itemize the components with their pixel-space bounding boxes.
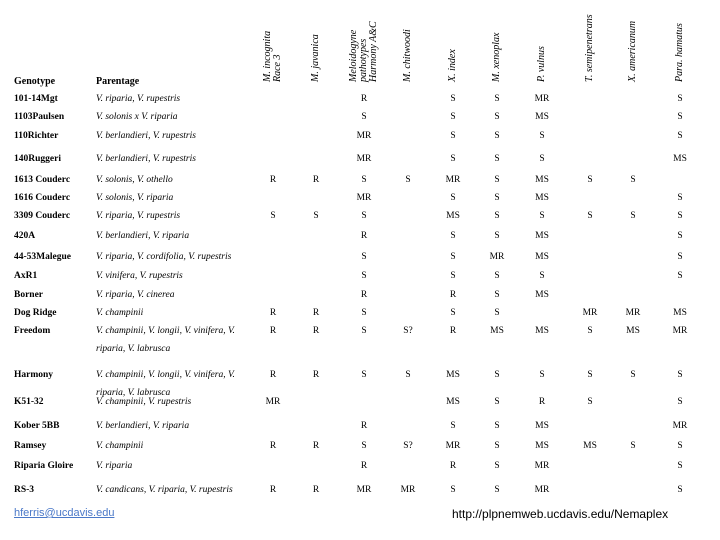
rating-cell-m-xenoplax: S bbox=[494, 231, 500, 241]
genotype-cell: RS-3 bbox=[14, 485, 35, 495]
rating-cell-p-vulnus: S bbox=[539, 131, 545, 141]
genotype-cell: 110Richter bbox=[14, 131, 59, 141]
rating-cell-meloidogyne-pathotypes: S bbox=[361, 370, 367, 380]
rating-cell-para-hamatus: S bbox=[677, 441, 683, 451]
rating-cell-m-xenoplax: S bbox=[494, 485, 500, 495]
rating-cell-m-xenoplax: S bbox=[494, 154, 500, 164]
rating-cell-m-javanica: S bbox=[313, 211, 319, 221]
rating-cell-para-hamatus: S bbox=[677, 461, 683, 471]
rating-cell-x-americanum: MR bbox=[625, 308, 641, 318]
genotype-cell: 1103Paulsen bbox=[14, 112, 65, 122]
column-header-line: M. xenoplax bbox=[491, 32, 502, 82]
parentage-cell: V. riparia bbox=[96, 461, 133, 471]
rating-cell-x-americanum: S bbox=[630, 211, 636, 221]
genotype-cell: 1613 Couderc bbox=[14, 175, 71, 185]
rating-cell-m-incognita: R bbox=[269, 370, 277, 380]
column-header-line: Harmony A&C bbox=[368, 21, 379, 82]
nemaplex-url: http://plpnemweb.ucdavis.edu/Nemaplex bbox=[452, 507, 669, 521]
rating-cell-x-index: S bbox=[450, 131, 456, 141]
rating-cell-m-incognita: R bbox=[269, 485, 277, 495]
parentage-cell: V. riparia, V. cordifolia, V. rupestris bbox=[96, 252, 232, 262]
rating-cell-meloidogyne-pathotypes: S bbox=[361, 308, 367, 318]
genotype-cell: 3309 Couderc bbox=[14, 211, 71, 221]
rating-cell-meloidogyne-pathotypes: MR bbox=[356, 193, 372, 203]
parentage-cell: V. solonis, V. riparia bbox=[96, 193, 174, 203]
rating-cell-para-hamatus: S bbox=[677, 271, 683, 281]
rating-cell-x-index: MS bbox=[446, 397, 460, 407]
rating-cell-meloidogyne-pathotypes: S bbox=[361, 175, 367, 185]
rating-cell-x-index: S bbox=[450, 308, 456, 318]
rating-cell-x-index: S bbox=[450, 94, 456, 104]
rating-cell-meloidogyne-pathotypes: R bbox=[360, 290, 368, 300]
rating-cell-meloidogyne-pathotypes: MR bbox=[356, 485, 372, 495]
rating-cell-m-incognita: R bbox=[269, 308, 277, 318]
rating-cell-para-hamatus: S bbox=[677, 94, 683, 104]
rating-cell-t-semipenetrans: MR bbox=[582, 308, 598, 318]
rating-cell-m-xenoplax: S bbox=[494, 271, 500, 281]
rating-cell-p-vulnus: MS bbox=[535, 326, 549, 336]
rating-cell-t-semipenetrans: S bbox=[587, 211, 593, 221]
column-header-line: Race 3 bbox=[272, 54, 283, 82]
rating-cell-meloidogyne-pathotypes: R bbox=[360, 231, 368, 241]
parentage-cell: V. champinii, V. longii, V. vinifera, V. riparia, V. labrusca bbox=[96, 326, 235, 354]
rating-cell-m-xenoplax: S bbox=[494, 112, 500, 122]
rating-cell-x-americanum: S bbox=[630, 370, 636, 380]
rating-cell-m-chitwoodi: S bbox=[405, 370, 411, 380]
rating-cell-m-javanica: R bbox=[312, 370, 320, 380]
rating-cell-m-xenoplax: S bbox=[494, 211, 500, 221]
genotype-cell: AxR1 bbox=[14, 271, 38, 281]
rating-cell-para-hamatus: S bbox=[677, 112, 683, 122]
column-header-line: Meloidogyne bbox=[348, 29, 359, 82]
rating-cell-para-hamatus: S bbox=[677, 252, 683, 262]
rating-cell-p-vulnus: MS bbox=[535, 175, 549, 185]
rating-cell-para-hamatus: S bbox=[677, 370, 683, 380]
rating-cell-para-hamatus: MR bbox=[672, 326, 688, 336]
rating-cell-m-incognita: MR bbox=[265, 397, 281, 407]
column-header-line: T. semipenetrans bbox=[584, 14, 595, 82]
rating-cell-x-index: MR bbox=[445, 175, 461, 185]
rating-cell-para-hamatus: S bbox=[677, 397, 683, 407]
rating-cell-p-vulnus: MS bbox=[535, 193, 549, 203]
column-header-line: pathotypes bbox=[358, 38, 369, 82]
rating-cell-p-vulnus: MS bbox=[535, 441, 549, 451]
rating-cell-para-hamatus: MR bbox=[672, 421, 688, 431]
rating-cell-x-index: MS bbox=[446, 370, 460, 380]
parentage-cell: V. riparia, V. rupestris bbox=[96, 94, 181, 104]
rating-cell-m-xenoplax: MS bbox=[490, 326, 504, 336]
rating-cell-m-chitwoodi: S bbox=[405, 175, 411, 185]
rating-cell-m-incognita: R bbox=[269, 326, 277, 336]
rating-cell-meloidogyne-pathotypes: MR bbox=[356, 131, 372, 141]
parentage-cell: V. vinifera, V. rupestris bbox=[96, 271, 183, 281]
rating-cell-m-javanica: R bbox=[312, 175, 320, 185]
rating-cell-t-semipenetrans: S bbox=[587, 397, 593, 407]
rating-cell-meloidogyne-pathotypes: S bbox=[361, 326, 367, 336]
rating-cell-p-vulnus: MR bbox=[534, 461, 550, 471]
parentage-cell: V. solonis x V. riparia bbox=[96, 112, 178, 122]
rating-cell-m-xenoplax: S bbox=[494, 370, 500, 380]
column-header-line: X. index bbox=[447, 49, 458, 82]
genotype-cell: Freedom bbox=[14, 326, 51, 336]
parentage-cell: V. berlandieri, V. rupestris bbox=[96, 154, 196, 164]
rating-cell-x-index: S bbox=[450, 112, 456, 122]
rating-cell-x-index: MR bbox=[445, 441, 461, 451]
rating-cell-meloidogyne-pathotypes: R bbox=[360, 421, 368, 431]
rating-cell-m-xenoplax: S bbox=[494, 131, 500, 141]
column-header-line: M. chitwoodi bbox=[402, 29, 413, 82]
rating-cell-para-hamatus: MS bbox=[673, 308, 687, 318]
column-header-line: P. vulnus bbox=[536, 46, 547, 82]
rating-cell-m-xenoplax: MR bbox=[489, 252, 505, 262]
rating-cell-meloidogyne-pathotypes: S bbox=[361, 252, 367, 262]
parentage-cell: V. berlandieri, V. riparia bbox=[96, 421, 190, 431]
rating-cell-m-xenoplax: S bbox=[494, 175, 500, 185]
rating-cell-meloidogyne-pathotypes: S bbox=[361, 112, 367, 122]
rating-cell-m-javanica: R bbox=[312, 441, 320, 451]
rating-cell-x-index: MS bbox=[446, 211, 460, 221]
parentage-cell: V. champinii bbox=[96, 308, 144, 318]
rating-cell-m-javanica: R bbox=[312, 485, 320, 495]
genotype-cell: 44-53Malegue bbox=[14, 252, 71, 262]
rating-cell-m-chitwoodi: MR bbox=[400, 485, 416, 495]
rating-cell-p-vulnus: MS bbox=[535, 290, 549, 300]
rating-cell-t-semipenetrans: MS bbox=[583, 441, 597, 451]
rating-cell-meloidogyne-pathotypes: R bbox=[360, 461, 368, 471]
column-header-line: Para. hamatus bbox=[674, 23, 685, 82]
rating-cell-m-incognita: R bbox=[269, 441, 277, 451]
column-header-line: M. incognita bbox=[262, 30, 273, 82]
rating-cell-p-vulnus: S bbox=[539, 370, 545, 380]
genotype-cell: 420A bbox=[14, 231, 36, 241]
rating-cell-p-vulnus: MS bbox=[535, 421, 549, 431]
rating-cell-x-index: R bbox=[449, 290, 457, 300]
rating-cell-m-chitwoodi: S? bbox=[403, 441, 413, 451]
parentage-cell: V. champinii, V. rupestris bbox=[96, 397, 192, 407]
genotype-cell: Kober 5BB bbox=[14, 421, 60, 431]
rating-cell-para-hamatus: MS bbox=[673, 154, 687, 164]
rating-cell-para-hamatus: S bbox=[677, 193, 683, 203]
column-header-line: M. javanica bbox=[310, 34, 321, 82]
rating-cell-m-incognita: S bbox=[270, 211, 276, 221]
genotype-cell: Borner bbox=[14, 290, 44, 300]
rating-cell-p-vulnus: MS bbox=[535, 252, 549, 262]
genotype-cell: 101-14Mgt bbox=[14, 94, 58, 104]
rating-cell-m-xenoplax: S bbox=[494, 308, 500, 318]
rating-cell-m-xenoplax: S bbox=[494, 421, 500, 431]
rating-cell-p-vulnus: S bbox=[539, 154, 545, 164]
genotype-cell: K51-32 bbox=[14, 397, 44, 407]
genotype-cell: 140Ruggeri bbox=[14, 154, 61, 164]
rating-cell-p-vulnus: S bbox=[539, 211, 545, 221]
genotype-cell: Riparia Gloire bbox=[14, 461, 74, 471]
rating-cell-m-xenoplax: S bbox=[494, 397, 500, 407]
rating-cell-x-index: R bbox=[449, 326, 457, 336]
rating-cell-meloidogyne-pathotypes: S bbox=[361, 271, 367, 281]
rating-cell-meloidogyne-pathotypes: MR bbox=[356, 154, 372, 164]
rating-cell-t-semipenetrans: S bbox=[587, 175, 593, 185]
parentage-cell: V. solonis, V. othello bbox=[96, 175, 173, 185]
rating-cell-m-xenoplax: S bbox=[494, 94, 500, 104]
rating-cell-m-xenoplax: S bbox=[494, 290, 500, 300]
genotype-cell: Ramsey bbox=[14, 441, 47, 451]
parentage-cell: V. champinii bbox=[96, 441, 144, 451]
email-link[interactable]: hferris@ucdavis.edu bbox=[14, 507, 115, 519]
rating-cell-p-vulnus: MR bbox=[534, 94, 550, 104]
column-header-line: X. americanum bbox=[627, 20, 638, 82]
rating-cell-para-hamatus: S bbox=[677, 131, 683, 141]
genotype-cell: Harmony bbox=[14, 370, 54, 380]
genotype-column-header: Genotype bbox=[14, 76, 56, 87]
rating-cell-meloidogyne-pathotypes: R bbox=[360, 94, 368, 104]
rating-cell-meloidogyne-pathotypes: S bbox=[361, 211, 367, 221]
rating-cell-para-hamatus: S bbox=[677, 485, 683, 495]
rating-cell-m-chitwoodi: S? bbox=[403, 326, 413, 336]
rating-cell-x-index: S bbox=[450, 231, 456, 241]
rating-cell-m-javanica: R bbox=[312, 308, 320, 318]
rating-cell-x-index: S bbox=[450, 154, 456, 164]
rating-cell-x-index: R bbox=[449, 461, 457, 471]
rating-cell-m-xenoplax: S bbox=[494, 441, 500, 451]
genotype-cell: Dog Ridge bbox=[14, 308, 57, 318]
rating-cell-para-hamatus: S bbox=[677, 231, 683, 241]
rating-cell-t-semipenetrans: S bbox=[587, 370, 593, 380]
parentage-cell: V. berlandieri, V. riparia bbox=[96, 231, 190, 241]
rating-cell-x-americanum: MS bbox=[626, 326, 640, 336]
rating-cell-m-xenoplax: S bbox=[494, 193, 500, 203]
rating-cell-p-vulnus: S bbox=[539, 271, 545, 281]
genotype-cell: 1616 Couderc bbox=[14, 193, 71, 203]
rating-cell-x-index: S bbox=[450, 485, 456, 495]
rating-cell-x-index: S bbox=[450, 252, 456, 262]
rating-cell-p-vulnus: R bbox=[538, 397, 546, 407]
parentage-cell: V. candicans, V. riparia, V. rupestris bbox=[96, 485, 233, 495]
parentage-cell: V. berlandieri, V. rupestris bbox=[96, 131, 196, 141]
rating-cell-x-index: S bbox=[450, 271, 456, 281]
rating-cell-p-vulnus: MS bbox=[535, 112, 549, 122]
parentage-cell: V. champinii, V. longii, V. vinifera, V. riparia, V. labrusca bbox=[96, 370, 235, 398]
rating-cell-m-xenoplax: S bbox=[494, 461, 500, 471]
rating-cell-m-incognita: R bbox=[269, 175, 277, 185]
parentage-cell: V. riparia, V. rupestris bbox=[96, 211, 181, 221]
parentage-column-header: Parentage bbox=[96, 76, 140, 87]
rating-cell-m-javanica: R bbox=[312, 326, 320, 336]
rating-cell-para-hamatus: S bbox=[677, 211, 683, 221]
rating-cell-meloidogyne-pathotypes: S bbox=[361, 441, 367, 451]
rating-cell-p-vulnus: MS bbox=[535, 231, 549, 241]
rating-cell-t-semipenetrans: S bbox=[587, 326, 593, 336]
rating-cell-p-vulnus: MR bbox=[534, 485, 550, 495]
rating-cell-x-index: S bbox=[450, 193, 456, 203]
rating-cell-x-index: S bbox=[450, 421, 456, 431]
rating-cell-x-americanum: S bbox=[630, 175, 636, 185]
rating-cell-x-americanum: S bbox=[630, 441, 636, 451]
parentage-cell: V. riparia, V. cinerea bbox=[96, 290, 175, 300]
